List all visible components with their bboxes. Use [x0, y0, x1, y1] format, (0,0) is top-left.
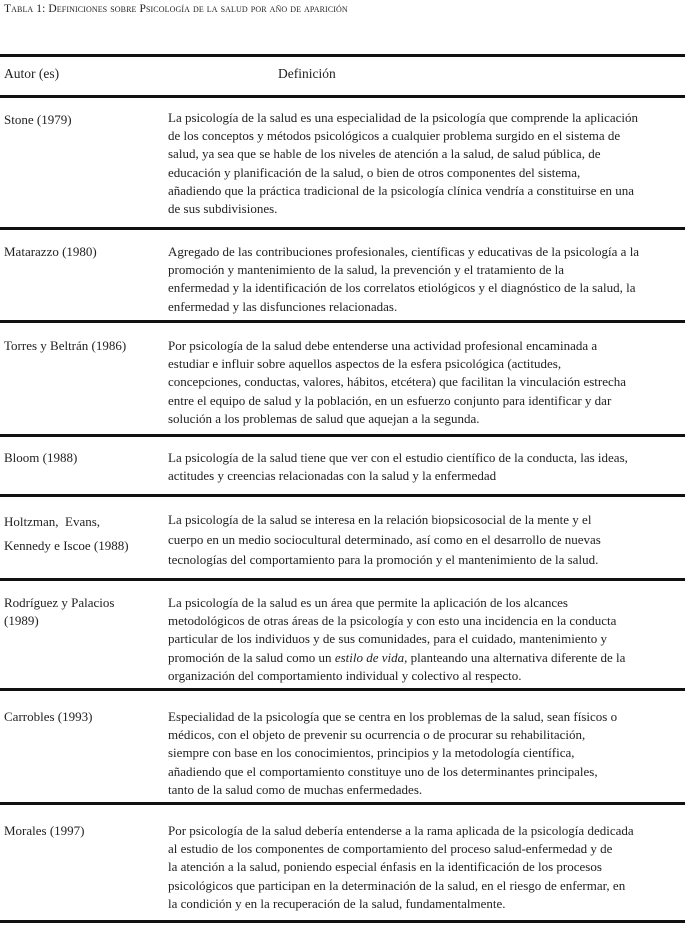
row-definition: La psicología de la salud es una especialidad de la psicología que comprende la aplicación de los conceptos y métodos psicológicos a cualquier problema surgido en el sistema de salud, ya sea que se hable de los niveles de atención a la salud, de salud pública, de educación y planificación de la salud, o bien de otros componentes del sistema, añadiendo que la práctica tradicional de la psicología clínica vendría a constituirse en una de sus subdivisiones.	[168, 110, 638, 217]
table-row	[0, 805, 685, 920]
header-definition: Definición	[278, 66, 336, 81]
definition-text: La psicología de la salud es un área que permite la aplicación de los alcances metodológicos de otras áreas de la psicología y con esto una incidencia en la conducta particular de los individuos y de sus comunidades, para el cuidado, mantenimiento y promoción de la salud como un	[168, 595, 617, 665]
table-row	[0, 437, 685, 494]
row-author: Holtzman, Evans, Kennedy e Iscoe (1988)	[4, 514, 129, 553]
definition-text: , planteando una alternativa diferente de la organización del comportamiento individual y colectivo al respecto.	[168, 649, 626, 683]
row-definition: Agregado de las contribuciones profesionales, científicas y educativas de la psicología a la promoción y mantenimiento de la salud, la prevención y el tratamiento de la enfermedad y la identificación de los correlatos etiológicos y el diagnóstico de la salud, la enfermedad y las disfunciones relacionadas.	[168, 244, 640, 314]
table-header-row	[0, 57, 685, 95]
row-definition: Especialidad de la psicología que se centra en los problemas de la salud, sean físicos o médicos, con el objeto de prevenir su ocurrencia o de procurar su rehabilitación, siempre con base en los conocimientos, principios y la metodología científica, añadiendo que el comportamiento constituye uno de los determinantes principales, tanto de la salud como de muchas enfermedades.	[168, 709, 618, 797]
definitions-table	[0, 54, 685, 923]
definition-italic-term: estilo de vida	[334, 649, 405, 665]
row-definition: Por psicología de la salud debería entenderse a la rama aplicada de la psicología dedicada al estudio de los componentes de comportamiento del proceso salud-enfermedad y de la atención a la salud, poniendo especial énfasis en la identificación de los procesos psicológicos que participan en la determinación de la salud, en el riesgo de enfermar, en la condición y en la recuperación de la salud, fundamentalmente.	[168, 823, 634, 911]
table-row	[0, 230, 685, 320]
table-row	[0, 323, 685, 434]
row-author: Bloom (1988)	[4, 450, 78, 465]
row-definition: La psicología de la salud se interesa en la relación biopsicosocial de la mente y el cuerpo en un medio sociocultural determinado, así como en el desarrollo de nuevas tecnologías del comportamiento para la promoción y el mantenimiento de la salud.	[168, 512, 601, 567]
row-author: Morales (1997)	[4, 823, 85, 838]
table-row	[0, 98, 685, 227]
table-row	[0, 581, 685, 688]
table-row	[0, 691, 685, 802]
row-definition: Por psicología de la salud debe entenderse una actividad profesional encaminada a estudiar e influir sobre aquellos aspectos de la esfera psicológica (actitudes, concepciones, conductas, valores, hábitos, etcétera) que facilitan la vinculación estrecha entre el equipo de salud y la población, en un esfuerzo conjunto para identificar y dar solución a los problemas de salud que aquejan a la segunda.	[168, 338, 627, 426]
table-row	[0, 497, 685, 578]
row-author: Carrobles (1993)	[4, 709, 93, 724]
table-rule	[0, 920, 685, 923]
row-author: Stone (1979)	[4, 112, 72, 127]
row-author: Matarazzo (1980)	[4, 244, 97, 259]
header-author: Autor (es)	[4, 66, 60, 81]
table-caption: Tabla 1: Definiciones sobre Psicología de la salud por año de aparición	[4, 3, 348, 15]
row-definition	[168, 594, 625, 685]
row-definition: La psicología de la salud tiene que ver con el estudio científico de la conducta, las ideas, actitudes y creencias relacionadas con la salud y la enfermedad	[168, 450, 628, 484]
row-author: Torres y Beltrán (1986)	[4, 338, 127, 353]
row-author: Rodríguez y Palacios (1989)	[4, 595, 115, 629]
